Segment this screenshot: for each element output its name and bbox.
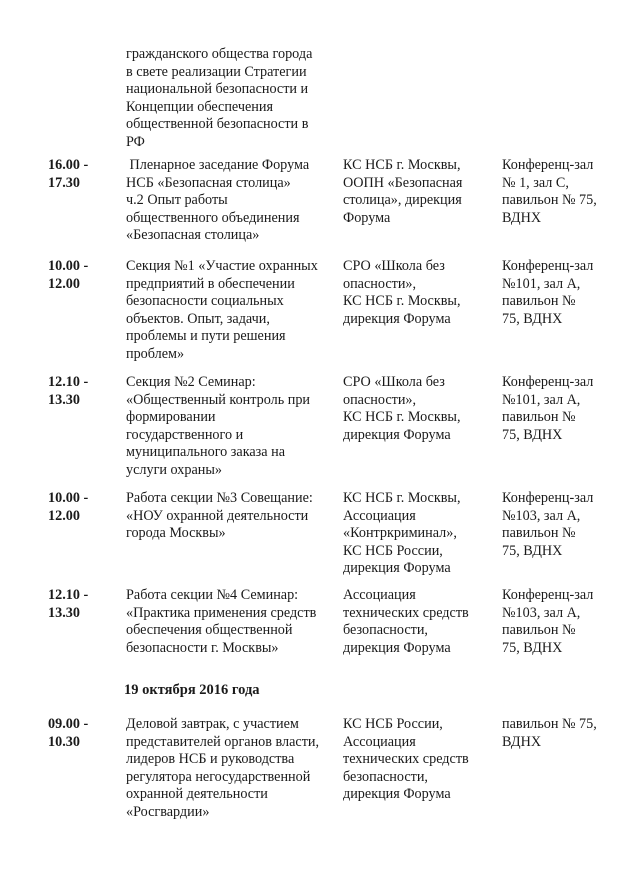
time-slot: 12.10 - 13.30 (48, 587, 89, 621)
event-description: Деловой завтрак, с участием представителей органов власти, лидеров НСБ и руководства регулятора негосударственной охранной деятельности «Росгвардии» (126, 716, 320, 820)
event-venue: Конференц-зал №101, зал А, павильон № 75, ВДНХ (502, 374, 594, 443)
event-venue: павильон № 75, ВДНХ (502, 716, 597, 750)
event-organizer: Ассоциация технических средств безопасности, дирекция Форума (343, 587, 469, 656)
event-description: Работа секции №4 Семинар: «Практика применения средств обеспечения общественной безопасности г. Москвы» (126, 587, 317, 656)
event-organizer: СРО «Школа без опасности», КС НСБ г. Москвы, дирекция Форума (343, 258, 461, 327)
event-organizer: КС НСБ г. Москвы, ООПН «Безопасная столица», дирекция Форума (343, 157, 463, 226)
event-venue: Конференц-зал №103, зал А, павильон № 75, ВДНХ (502, 587, 594, 656)
time-slot: 09.00 - 10.30 (48, 716, 89, 750)
time-slot: 12.10 - 13.30 (48, 374, 89, 408)
time-slot: 16.00 - 17.30 (48, 157, 89, 191)
event-organizer: КС НСБ г. Москвы, Ассоциация «Контркриминал», КС НСБ России, дирекция Форума (343, 490, 461, 577)
event-organizer: КС НСБ России, Ассоциация технических средств безопасности, дирекция Форума (343, 716, 469, 803)
event-description: Пленарное заседание Форума НСБ «Безопасная столица» ч.2 Опыт работы общественного объединения «Безопасная столица» (126, 157, 310, 244)
date-heading: 19 октября 2016 года (124, 682, 260, 698)
event-description: Секция №2 Семинар: «Общественный контроль при формировании государственного и муниципального заказа на услуги охраны» (126, 374, 311, 478)
event-description: гражданского общества города в свете реализации Стратегии национальной безопасности и Концепции обеспечения общественной безопасности в РФ (126, 46, 313, 150)
event-organizer: СРО «Школа без опасности», КС НСБ г. Москвы, дирекция Форума (343, 374, 461, 443)
time-slot: 10.00 - 12.00 (48, 258, 89, 292)
event-venue: Конференц-зал № 1, зал С, павильон № 75, ВДНХ (502, 157, 597, 226)
event-description: Секция №1 «Участие охранных предприятий в обеспечении безопасности социальных объектов. Опыт, задачи, проблемы и пути решения проблем» (126, 258, 318, 362)
time-slot: 10.00 - 12.00 (48, 490, 89, 524)
event-description: Работа секции №3 Совещание: «НОУ охранной деятельности города Москвы» (126, 490, 313, 542)
event-venue: Конференц-зал №101, зал А, павильон № 75, ВДНХ (502, 258, 594, 327)
event-venue: Конференц-зал №103, зал А, павильон № 75, ВДНХ (502, 490, 594, 559)
